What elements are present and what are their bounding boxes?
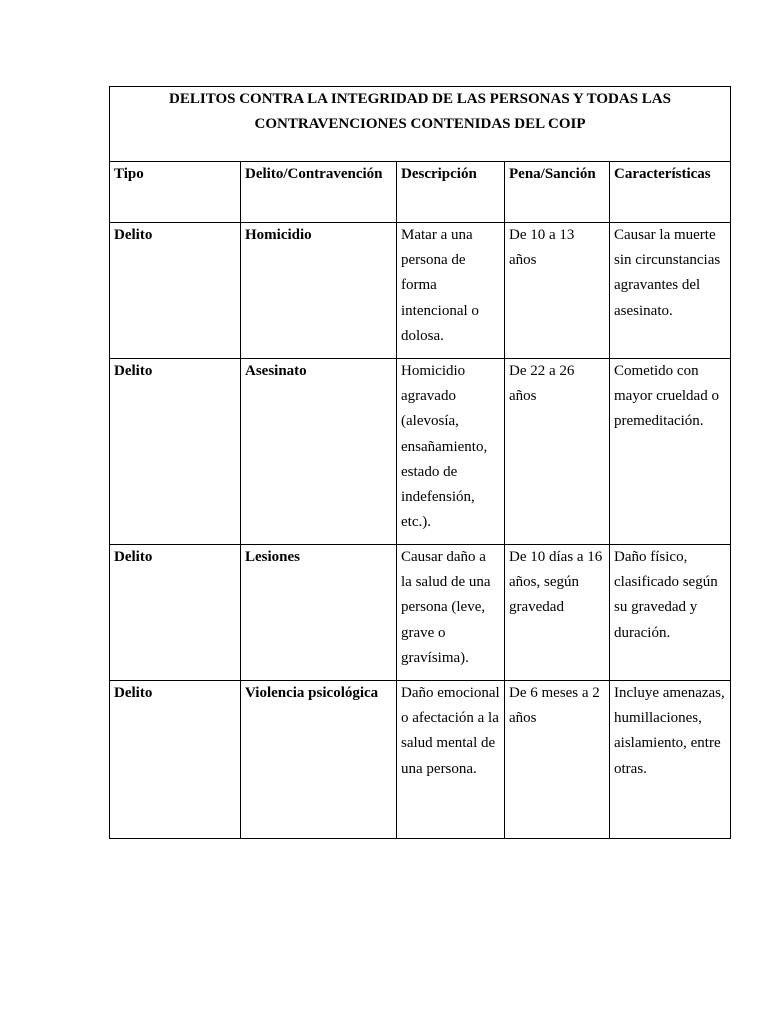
crimes-table [109, 86, 731, 839]
cell-descripcion: Matar a una persona de forma intencional o dolosa. [397, 223, 505, 359]
cell-descripcion: Homicidio agravado (alevosía, ensañamiento, estado de indefensión, etc.). [397, 359, 505, 545]
cell-pena: De 10 días a 16 años, según gravedad [505, 545, 610, 681]
cell-delito: Lesiones [241, 545, 397, 681]
cell-delito: Asesinato [241, 359, 397, 545]
cell-caracteristicas: Causar la muerte sin circunstancias agravantes del asesinato. [610, 223, 731, 359]
header-caracteristicas: Características [610, 162, 731, 223]
cell-tipo: Delito [110, 223, 241, 359]
header-delito-contravencion: Delito/Contravención [241, 162, 397, 223]
cell-descripcion: Daño emocional o afectación a la salud mental de una persona. [397, 681, 505, 839]
cell-tipo: Delito [110, 545, 241, 681]
header-row [110, 162, 731, 223]
table-title-line-1: DELITOS CONTRA LA INTEGRIDAD DE LAS PERSONAS Y TODAS LAS [169, 91, 671, 107]
header-descripcion: Descripción [397, 162, 505, 223]
cell-delito: Violencia psicológica [241, 681, 397, 839]
cell-tipo: Delito [110, 681, 241, 839]
table-title-line-2: CONTRAVENCIONES CONTENIDAS DEL COIP [254, 116, 586, 133]
cell-pena: De 22 a 26 años [505, 359, 610, 545]
table-row [110, 223, 731, 359]
cell-delito: Homicidio [241, 223, 397, 359]
cell-caracteristicas: Incluye amenazas, humillaciones, aislamiento, entre otras. [610, 681, 731, 839]
cell-pena: De 10 a 13 años [505, 223, 610, 359]
cell-caracteristicas: Daño físico, clasificado según su gravedad y duración. [610, 545, 731, 681]
table-row [110, 545, 731, 681]
title-row [110, 87, 731, 162]
header-tipo: Tipo [110, 162, 241, 223]
header-pena-sancion: Pena/Sanción [505, 162, 610, 223]
table-row [110, 359, 731, 545]
cell-pena: De 6 meses a 2 años [505, 681, 610, 839]
table-row [110, 681, 731, 839]
cell-descripcion: Causar daño a la salud de una persona (leve, grave o gravísima). [397, 545, 505, 681]
cell-caracteristicas: Cometido con mayor crueldad o premeditación. [610, 359, 731, 545]
table-title [110, 87, 731, 162]
cell-tipo: Delito [110, 359, 241, 545]
